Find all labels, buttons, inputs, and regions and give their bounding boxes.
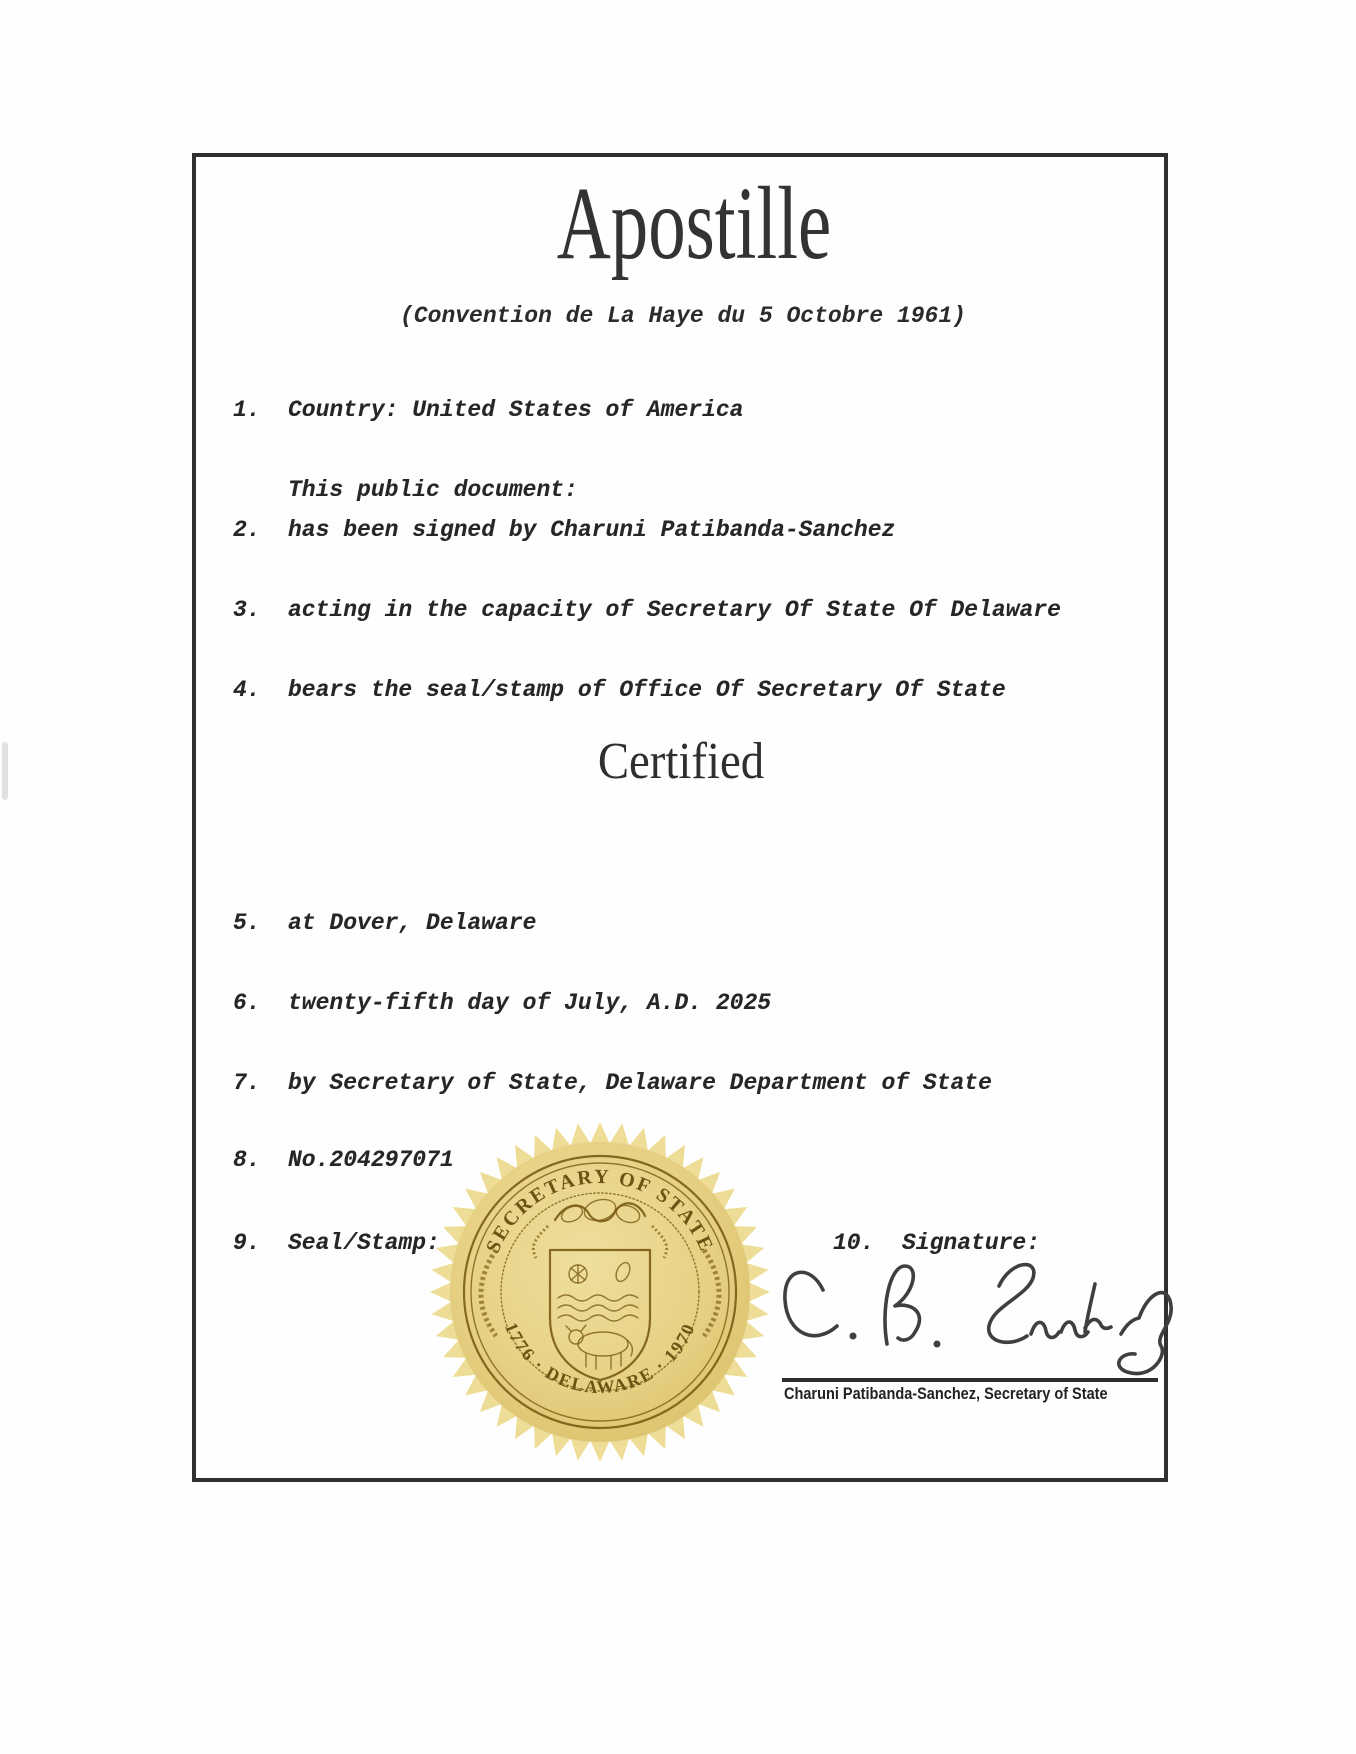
item-text: acting in the capacity of Secretary Of State Of Delaware <box>288 597 1061 623</box>
item-row-location <box>233 910 536 938</box>
item-row-seal-stamp-label <box>233 1230 440 1258</box>
item-number: 5. <box>233 910 261 936</box>
item-number: 6. <box>233 990 261 1016</box>
item-text: Signature: <box>902 1230 1041 1256</box>
page-title: Apostille <box>556 166 832 281</box>
item-text: twenty-fifth day of July, A.D. 2025 <box>288 990 772 1016</box>
item-row-certificate-number <box>233 1147 454 1175</box>
item-number: 4. <box>233 677 261 703</box>
item-number: 8. <box>233 1147 261 1173</box>
item-number: 3. <box>233 597 261 623</box>
item-row-signed-by <box>233 517 895 545</box>
seal-arc-text-top: SECRETARY OF STATE <box>481 1165 719 1257</box>
item-text: by Secretary of State, Delaware Department of State <box>288 1070 992 1096</box>
scan-artifact <box>2 742 8 800</box>
gold-foil-seal <box>430 1122 770 1462</box>
signature-rule <box>782 1378 1158 1382</box>
item-row-seal-stamp-of <box>233 677 1006 705</box>
intro-line: This public document: <box>288 477 578 503</box>
item-number: 9. <box>233 1230 261 1256</box>
item-number: 1. <box>233 397 261 423</box>
item-text: at Dover, Delaware <box>288 910 537 936</box>
item-number: 7. <box>233 1070 261 1096</box>
item-text: bears the seal/stamp of Office Of Secretary Of State <box>288 677 1006 703</box>
item-row-capacity <box>233 597 1061 625</box>
item-row-issuer <box>233 1070 992 1098</box>
certified-heading: Certified <box>597 733 765 790</box>
item-number: 2. <box>233 517 261 543</box>
convention-subtitle: (Convention de La Haye du 5 Octobre 1961) <box>400 303 966 329</box>
signature-scrawl <box>765 1248 1175 1388</box>
item-text: Seal/Stamp: <box>288 1230 440 1256</box>
item-row-country <box>233 397 743 425</box>
item-text: has been signed by Charuni Patibanda-Sanchez <box>288 517 896 543</box>
item-row-date <box>233 990 771 1018</box>
item-number: 10. <box>833 1230 875 1256</box>
item-text: No.204297071 <box>288 1147 454 1173</box>
signatory-name: Charuni Patibanda-Sanchez, Secretary of State <box>784 1385 1108 1403</box>
item-text: Country: United States of America <box>288 397 744 423</box>
seal-arc-text-bottom: 1776 · DELAWARE · 1970 <box>500 1319 700 1398</box>
